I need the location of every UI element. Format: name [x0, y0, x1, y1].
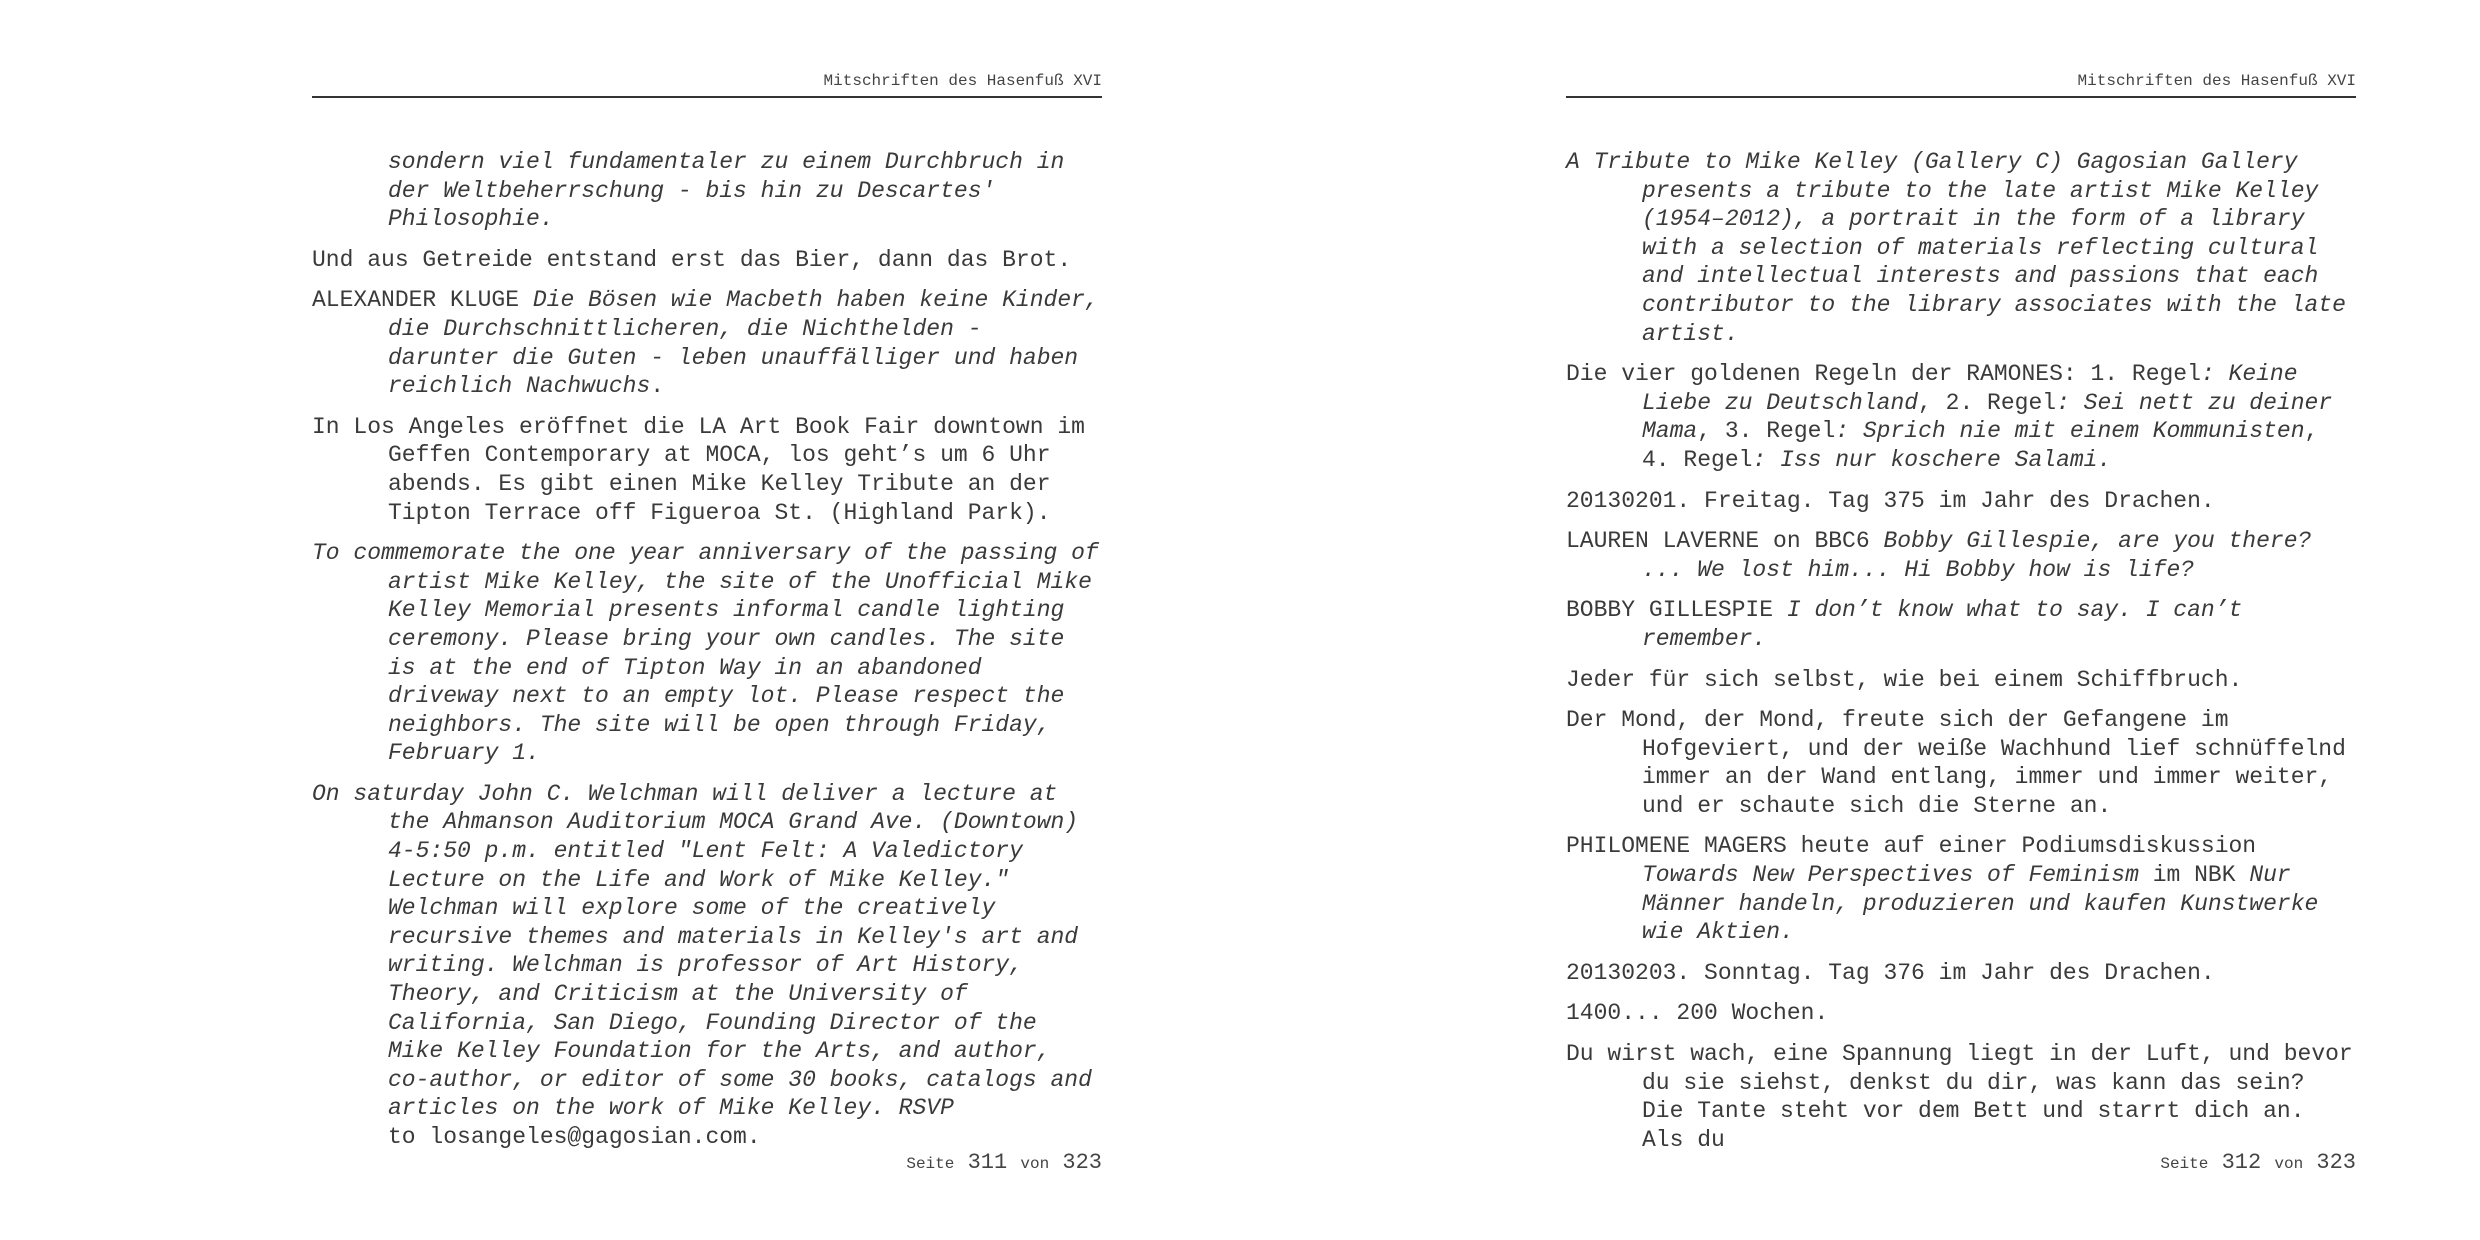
- paragraph-4: [312, 413, 1102, 527]
- footer-von: von: [2274, 1155, 2304, 1173]
- paragraph-5: [312, 539, 1102, 768]
- speaker-name: ALEXANDER KLUGE: [312, 287, 533, 314]
- rsvp-email: to losangeles@gagosian.com.: [388, 1124, 761, 1150]
- page-total: 323: [1062, 1150, 1102, 1175]
- running-head: Mitschriften des Hasenfuß XVI: [2077, 72, 2356, 90]
- paragraph-text: 20130203. Sonntag. Tag 376 im Jahr des Drachen.: [1566, 959, 2215, 986]
- paragraph-text: Jeder für sich selbst, wie bei einem Schiffbruch.: [1566, 666, 2243, 693]
- page-number: 312: [2221, 1150, 2262, 1175]
- paragraph-9: [1566, 959, 2356, 988]
- text-run: im NBK: [2138, 862, 2250, 889]
- text-run: , 2. Regel: [1918, 389, 2057, 416]
- running-head: Mitschriften des Hasenfuß XVI: [823, 72, 1102, 90]
- paragraph-text: 1400... 200 Wochen.: [1566, 1000, 1829, 1027]
- paragraph-3: [312, 286, 1102, 400]
- paragraph-2: [312, 246, 1102, 275]
- paragraph-text: In Los Angeles eröffnet die LA Art Book Fair downtown im Geffen Contemporary at MOCA, los geht’s um 6 Uhr abends. Es gibt einen Mike Kelley Tribute an der Tipton Terrace off Figueroa St. (Highland Park).: [312, 413, 1085, 526]
- quote-text: I don’t know what to say. I can’t remember.: [1642, 597, 2243, 652]
- paragraph-text: Und aus Getreide entstand erst das Bier, dann das Brot.: [312, 246, 1072, 273]
- quote-text: Nur Männer handeln, produzieren und kaufen Kunstwerke wie Aktien.: [1642, 862, 2319, 946]
- paragraph-10: [1566, 999, 2356, 1028]
- paragraph-1: [312, 148, 1102, 234]
- paragraph-text: Der Mond, der Mond, freute sich der Gefangene im Hofgeviert, und der weiße Wachhund lief schnüffelnd immer an der Wand entlang, immer und immer weiter, und er schaute sich die Sterne an.: [1566, 707, 2346, 819]
- right-page: [1566, 0, 2356, 1240]
- quote-text: Bobby Gillespie, are you there? ... We lost him... Hi Bobby how is life?: [1642, 528, 2312, 583]
- footer-seite: Seite: [906, 1155, 955, 1173]
- paragraph-text: 20130201. Freitag. Tag 375 im Jahr des Drachen.: [1566, 487, 2215, 514]
- text-run: , 4. Regel: [1642, 418, 2319, 473]
- left-page-body: [312, 148, 1102, 1164]
- paragraph-6: [1566, 666, 2356, 695]
- paragraph-text: Du wirst wach, eine Spannung liegt in der Luft, und bevor du sie siehst, denkst du dir, was kann das sein? Die Tante steht vor dem Bett und starrt dich an. Als du: [1566, 1041, 2353, 1153]
- paragraph-text: To commemorate the one year anniversary of the passing of artist Mike Kelley, the site of the Unofficial Mike Kelley Memorial presents informal candle lighting ceremony. Please bring your own candles. The site is at the end of Tipton Way in an abandoned driveway next to an empty lot. Please respect the neighbors. The site will be open through Friday, February 1.: [312, 540, 1099, 767]
- rule-3-text: : Sprich nie mit einem Kommunisten: [1835, 418, 2305, 445]
- page-footer: [906, 1150, 1102, 1175]
- header-rule: [312, 96, 1102, 98]
- paragraph-8: [1566, 832, 2356, 946]
- paragraph-1: [1566, 148, 2356, 348]
- paragraph-5: [1566, 596, 2356, 653]
- footer-seite: Seite: [2160, 1155, 2209, 1173]
- speaker-name: LAUREN LAVERNE on BBC6: [1566, 528, 1884, 555]
- quote-text: Die Bösen wie Macbeth haben keine Kinder, die Durchschnittlicheren, die Nichthelden - darunter die Guten - leben unauffälliger und haben reichlich Nachwuchs: [388, 287, 1099, 400]
- left-page: [312, 0, 1102, 1240]
- rule-4-text: : Iss nur koschere Salami.: [1752, 446, 2112, 473]
- page-footer: [2160, 1150, 2356, 1175]
- header-rule: [1566, 96, 2356, 98]
- footer-von: von: [1020, 1155, 1050, 1173]
- speaker-name: BOBBY GILLESPIE: [1566, 597, 1787, 624]
- paragraph-6: [312, 780, 1102, 1152]
- right-page-body: [1566, 148, 2356, 1166]
- rule-2-text: : Sei nett zu deiner Mama: [1642, 389, 2333, 445]
- paragraph-4: [1566, 527, 2356, 584]
- paragraph-2: [1566, 360, 2356, 474]
- paragraph-7: [1566, 706, 2356, 820]
- paragraph-text: sondern viel fundamentaler zu einem Durchbruch in der Weltbeherrschung - bis hin zu Descartes' Philosophie.: [388, 149, 1065, 233]
- text-run: Die vier goldenen Regeln der RAMONES: 1. Regel: [1566, 361, 2201, 388]
- paragraph-text: On saturday John C. Welchman will deliver a lecture at the Ahmanson Auditorium MOCA Grand Ave. (Downtown) 4-5:50 p.m. entitled "Lent Felt: A Valedictory Lecture on the Life and Work of Mike Kelley." Welchman will explore some of the creatively recursive themes and materials in Kelley's art and writing. Welchman is professor of Art History, Theory, and Criticism at the University of California, San Diego, Founding Director of the Mike Kelley Foundation for the Arts, and author, co-author, or editor of some 30 books, catalogs and articles on the work of Mike Kelley. RSVP: [312, 780, 1092, 1122]
- page-number: 311: [967, 1150, 1008, 1175]
- paragraph-11: [1566, 1040, 2356, 1154]
- event-title: Towards New Perspectives of Feminism: [1642, 862, 2139, 889]
- text-run: , 3. Regel: [1697, 418, 1836, 445]
- page-total: 323: [2316, 1150, 2356, 1175]
- paragraph-text: A Tribute to Mike Kelley (Gallery C) Gagosian Gallery presents a tribute to the late artist Mike Kelley (1954–2012), a portrait in the form of a library with a selection of materials reflecting cultural and intellectual interests and passions that each contributor to the library associates with the late artist.: [1566, 149, 2346, 347]
- speaker-name: PHILOMENE MAGERS heute auf einer Podiumsdiskussion: [1566, 833, 2257, 860]
- rule-1-text: : Keine Liebe zu Deutschland: [1642, 361, 2298, 416]
- paragraph-3: [1566, 487, 2356, 516]
- quote-tail: .: [650, 373, 665, 400]
